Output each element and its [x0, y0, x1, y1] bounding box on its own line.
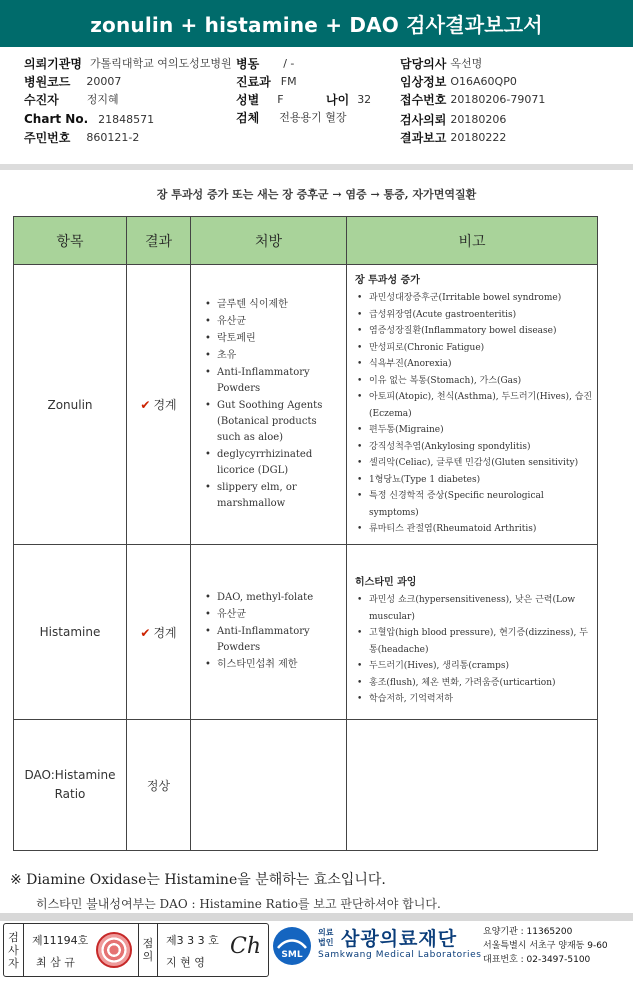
remark-histamine: [347, 545, 598, 720]
note-dao-ratio: 히스타민 불내성여부는 DAO : Histamine Ratio를 보고 판단하셔야 합니다.: [36, 897, 441, 911]
org-english-name: Samkwang Medical Laboratories: [318, 950, 482, 960]
list-item: • 유산균: [205, 314, 342, 330]
receipt-label: 접수번호: [400, 92, 447, 107]
institution-value: 가톨릭대학교 여의도성모병원: [89, 57, 232, 70]
list-item: • 편두통(Migraine): [357, 422, 593, 439]
seal-stamp-icon: [96, 932, 132, 968]
remark-zonulin: [347, 265, 598, 545]
remark-title: 히스타민 과잉: [355, 577, 417, 588]
doctor-value: 옥선명: [450, 57, 483, 70]
request-value: 20180206: [450, 112, 507, 126]
result-dao-ratio: 정상: [127, 720, 191, 851]
patient-label: 수진자: [24, 92, 59, 107]
item-histamine: Histamine: [14, 545, 127, 720]
table-row-dao-ratio: [14, 720, 598, 851]
examiner-license: 제11194호: [32, 934, 89, 947]
list-item: • 과민성 쇼크(hypersensitiveness), 낮은 근력(Low muscular): [357, 592, 593, 625]
request-label: 검사의뢰: [400, 112, 447, 127]
list-item: • 학습저하, 기억력저하: [357, 691, 593, 708]
clinical-label: 임상정보: [400, 74, 447, 89]
list-item: • 만성피로(Chronic Fatigue): [357, 340, 593, 357]
vertical-char: 의: [142, 950, 154, 963]
list-item: • 식욕부진(Anorexia): [357, 356, 593, 373]
result-histamine: [127, 545, 191, 720]
reviewer-vertical-label: [138, 924, 158, 976]
list-item: • 유산균: [205, 607, 342, 623]
vertical-char: 점: [142, 937, 154, 950]
sml-logo-icon: [272, 926, 312, 966]
list-item: • 셀리악(Celiac), 글루텐 민감성(Gluten sensitivity): [357, 455, 593, 472]
list-item: • 특정 신경학적 증상(Specific neurological symptoms): [357, 488, 593, 521]
list-item: • slippery elm, or marshmallow: [205, 480, 342, 512]
examiner-vertical-label: [4, 924, 24, 976]
list-item: • 고혈압(high blood pressure), 현기증(dizziness), 두통(headache): [357, 625, 593, 658]
resident-value: 860121-2: [86, 130, 140, 144]
org-code: 요양기관 : 11365200: [483, 927, 573, 937]
list-item: • Anti-Inflammatory Powders: [205, 365, 342, 397]
check-icon: ✔: [140, 398, 151, 412]
prescription-dao-ratio: [191, 720, 347, 851]
org-type: [318, 928, 333, 948]
list-item: • deglycyrrhizinated licorice (DGL): [205, 447, 342, 479]
header-remark: 비고: [347, 217, 598, 265]
patient-value: 정지혜: [86, 93, 119, 106]
header-result: 결과: [127, 217, 191, 265]
institution-label: 의뢰기관명: [24, 56, 82, 71]
list-item: • 아토피(Atopic), 천식(Asthma), 두드러기(Hives), 습진(Eczema): [357, 389, 593, 422]
department-value: FM: [280, 74, 297, 88]
list-item: • Anti-Inflammatory Powders: [205, 624, 342, 656]
org-contact-info: [483, 925, 608, 967]
patient-info-section: [0, 52, 633, 164]
signature-icon: Ch: [230, 934, 262, 959]
org-type-line: 법인: [318, 938, 334, 947]
result-zonulin-value: 경계: [153, 398, 177, 412]
list-item: • 히스타민섭취 제한: [205, 657, 342, 673]
ward-value: / -: [283, 56, 295, 70]
list-item: • 글루텐 식이제한: [205, 297, 342, 313]
examiner-name: 최 삼 규: [36, 956, 75, 969]
remark-dao-ratio: [347, 720, 598, 851]
report-date-value: 20180222: [450, 130, 507, 144]
ward-label: 병동: [236, 56, 260, 71]
signature-box: [3, 923, 269, 977]
list-item: • 류마티스 관절염(Rheumatoid Arthritis): [357, 521, 593, 538]
list-item: • DAO, methyl-folate: [205, 590, 342, 606]
department-label: 진료과: [236, 74, 271, 89]
vertical-char: 검: [8, 930, 19, 944]
age-label: 나이: [326, 92, 350, 107]
table-row-histamine: [14, 545, 598, 720]
list-item: • Gut Soothing Agents (Botanical products such as aloe): [205, 398, 342, 446]
report-title: zonulin + histamine + DAO 검사결과보고서: [0, 0, 633, 47]
header-item: 항목: [14, 217, 127, 265]
reviewer-name: 지 현 영: [166, 956, 205, 969]
list-item: • 초유: [205, 348, 342, 364]
hospital-code-label: 병원코드: [24, 74, 71, 89]
vertical-char: 자: [8, 956, 19, 970]
specimen-label: 검체: [236, 110, 260, 125]
item-zonulin: Zonulin: [14, 265, 127, 545]
sex-label: 성별: [236, 92, 260, 107]
prescription-zonulin: [191, 265, 347, 545]
chart-label: Chart No.: [24, 112, 89, 126]
list-item: • 두드러기(Hives), 생리통(cramps): [357, 658, 593, 675]
pathway-text: 장 투과성 증가 또는 새는 장 증후군 → 염증 → 통증, 자가면역질환: [156, 188, 477, 201]
item-dao-ratio: DAO:Histamine Ratio: [14, 720, 127, 851]
logo-text: SML: [281, 950, 303, 960]
list-item: • 홍조(flush), 체온 변화, 가려움증(urticartion): [357, 675, 593, 692]
table-row-zonulin: [14, 265, 598, 545]
list-item: • 강직성척추염(Ankylosing spondylitis): [357, 439, 593, 456]
result-table: [13, 216, 598, 851]
doctor-label: 담당의사: [400, 56, 447, 71]
clinical-value: O16A60QP0: [450, 74, 517, 88]
org-name: 삼광의료재단: [341, 928, 458, 950]
resident-label: 주민번호: [24, 130, 71, 145]
org-type-line: 의료: [318, 928, 334, 937]
section-divider: [0, 164, 633, 170]
note-dao-definition: ※ Diamine Oxidase는 Histamine을 분해하는 효소입니다.: [10, 872, 386, 888]
result-zonulin: [127, 265, 191, 545]
specimen-value: 전용용기 혈장: [279, 111, 347, 124]
chart-value: 21848571: [98, 112, 155, 126]
prescription-histamine: [191, 545, 347, 720]
vertical-char: 사: [8, 943, 19, 957]
org-address: 서울특별시 서초구 양재동 9-60: [483, 941, 608, 951]
list-item: • 급성위장염(Acute gastroenteritis): [357, 307, 593, 324]
table-header-row: [14, 217, 598, 265]
list-item: • 이유 없는 복통(Stomach), 가스(Gas): [357, 373, 593, 390]
header-prescription: 처방: [191, 217, 347, 265]
sex-value: F: [277, 92, 284, 106]
hospital-code-value: 20007: [86, 74, 122, 88]
list-item: • 락토페린: [205, 331, 342, 347]
reviewer-license: 제3 3 3 호: [166, 934, 219, 947]
org-phone: 대표번호 : 02-3497-5100: [483, 955, 591, 965]
footer-divider: [0, 913, 633, 921]
check-icon: ✔: [140, 625, 151, 640]
list-item: • 과민성대장증후군(Irritable bowel syndrome): [357, 290, 593, 307]
remark-title: 장 투과성 증가: [355, 275, 420, 286]
age-value: 32: [357, 92, 372, 106]
list-item: • 1형당뇨(Type 1 diabetes): [357, 472, 593, 489]
report-date-label: 결과보고: [400, 130, 447, 145]
list-item: • 염증성장질환(Inflammatory bowel disease): [357, 323, 593, 340]
receipt-value: 20180206-79071: [450, 92, 546, 106]
result-histamine-value: 경계: [153, 625, 177, 640]
